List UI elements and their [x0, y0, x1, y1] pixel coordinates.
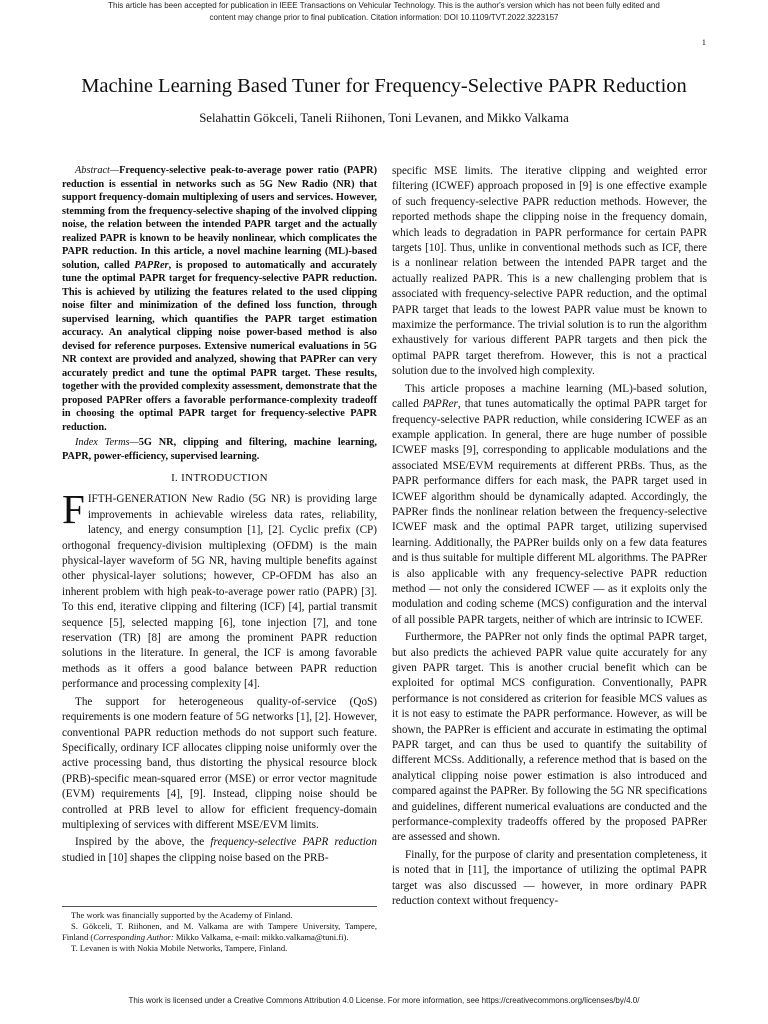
- index-terms-text: 5G NR, clipping and filtering, machine learning, PAPR, power-efficiency, supervised learning.: [62, 437, 378, 462]
- intro-paragraph-3: [62, 835, 377, 866]
- footnote-affiliation-1: [62, 921, 377, 943]
- right-paragraph-4: Finally, for the purpose of clarity and presentation completeness, it is noted that in [11], the importance of utilizing the optimal PAPR target was also discussed — however, in more ordinary PAPR reduction context without frequency-: [392, 848, 707, 908]
- license-notice: This work is licensed under a Creative Commons Attribution 4.0 License. For more information, see https://creativecommons.org/licenses/by/4.0/: [128, 996, 640, 1005]
- paper-title: Machine Learning Based Tuner for Frequency-Selective PAPR Reduction: [81, 75, 687, 97]
- index-terms-label: Index Terms—: [75, 437, 139, 448]
- intro-p3-text-b: studied in [10] shapes the clipping noise based on the PRB-: [62, 851, 329, 864]
- author-list: Selahattin Gökceli, Taneli Riihonen, Toni Levanen, and Mikko Valkama: [199, 111, 569, 125]
- footnote-aff1-text-b: Mikko Valkama, e-mail: mikko.valkama@tuni.fi).: [173, 932, 349, 942]
- intro-p3-text-a: Inspired by the above, the: [75, 836, 211, 849]
- right-p2-text-b: , that tunes automatically the optimal PAPR target for frequency-selective PAPR reduction, while considering ICWEF as an example application. In general, there are huge number of possible ICWEF masks [9], corresponding to applicable modulations and the associated MSE/EVM requirements at different PRBs. Thus, as the PAPR performance differs for each mask, the PAPR target used in ICWEF algorithm should be dynamically adapted. Accordingly, the PAPRer finds the nonlinear relation between the frequency-selective ICWEF mask and the optimal PAPR target, utilizing supervised learning. Additionally, the PAPRer builds only on a few data features and is thus suitable for multiple different ML algorithms. The PAPRer is also applicable with any frequency-selective PAPR reduction method — not only the considered ICWEF — as it exploits only the modulation and coding scheme (MCS) configuration and the interval of all possible PAPR targets, neither of which are intrinsic to ICWEF.: [392, 398, 707, 626]
- section-number: I.: [171, 472, 179, 484]
- right-p2-emphasis: PAPRer: [422, 398, 458, 411]
- abstract-papr-name: PAPRer: [134, 259, 169, 271]
- abstract-text: Frequency-selective peak-to-average power ratio (PAPR) reduction is essential in networks such as 5G New Radio (NR) that support frequency-domain multiplexing of users and services. However, stemming from the frequency-selective shaping of the involved clipping noise, the relation between the intended PAPR target and the actually realized PAPR is known to be heavily nonlinear, which complicates the PAPR reduction. In this article, a novel machine learning (ML)-based solution, called: [62, 165, 377, 271]
- footnote-funding: The work was financially supported by the Academy of Finland.: [71, 910, 293, 920]
- footnotes: [62, 906, 377, 954]
- right-paragraph-3: Furthermore, the PAPRer not only finds the optimal PAPR target, but also predicts the achieved PAPR value quite accurately for any given PAPR target. This is another crucial benefit which can be exploited for optimal MCS configuration. Conventionally, PAPR performance is not considered as criterion for feasible MCS values as it is not easy to estimate the PAPR performance. However, as will be shown, the PAPRer is efficient and accurate in estimating the optimal PAPR target, and can thus be used to quantify the suitability of different MCSs. Additionally, a reference method that is based on the analytical clipping noise power estimation is also introduced and compared against the PAPRer. By following the 5G NR specifications and guidelines, different numerical evaluations are conducted and the performance-complexity tradeoffs offered by the proposed PAPRer are assessed and shown.: [392, 631, 707, 844]
- banner-line-2: content may change prior to final publication. Citation information: DOI 10.1109/TVT.2022.3223157: [209, 12, 559, 22]
- footnote-corresponding-label: Corresponding Author:: [93, 932, 174, 942]
- intro-p3-emphasis: frequency-selective PAPR reduction: [210, 836, 377, 849]
- intro-caps: IFTH-GENERATION: [87, 493, 188, 506]
- intro-text: New Radio (5G NR) is providing large improvements in achievable wireless data rates, reliability, latency, and energy consumption [1], [2]. Cyclic prefix (CP) orthogonal frequency-division multiplexing (OFDM) is the main physical-layer waveform of 5G NR, having multiple benefits against other physical-layer solutions; however, CP-OFDM has also an inherent problem with high peak-to-average power ratio (PAPR) [3]. To this end, iterative clipping and filtering (ICF) [4], partial transmit sequence [5], selected mapping [6], tone injection [7], and tone reservation (TR) [8] are among the prominent PAPR reduction solutions in the literature. In general, the ICF is among favorable methods as it offers a good balance between PAPR reduction performance and processing complexity [4].: [62, 493, 377, 691]
- abstract: [62, 164, 377, 434]
- banner-line-1: This article has been accepted for publication in IEEE Transactions on Vehicular Technology. This is the author's version which has not been fully edited and: [108, 1, 660, 10]
- right-paragraph-1: specific MSE limits. The iterative clipping and weighted error filtering (ICWEF) approach proposed in [9] is one effective example of such frequency-selective PAPR reduction methods. However, the reported methods shape the clipping noise in the frequency domain, which leads to degradation in PAPR performance for certain PAPR targets [10]. Thus, unlike in conventional methods such as ICF, there is a nonlinear relation between the intended PAPR target and the actually realized PAPR. This is a new challenging problem that is associated with frequency-selective PAPR reduction, and the optimal PAPR target that leads to the lowest PAPR value must be known to maximize the performance. The trivial solution is to run the algorithm exhaustively for various different PAPR targets and then pick the optimal PAPR target therefrom. However, this is not a practical solution due to the involved high complexity.: [392, 165, 707, 378]
- footnote-aff1-text-a: S. Gökceli, T. Riihonen, and M. Valkama are with Tampere University, Tampere, Finland (: [62, 921, 377, 942]
- right-paragraph-2: [392, 382, 707, 629]
- index-terms: [62, 436, 377, 463]
- drop-cap: F: [62, 486, 85, 533]
- left-column: [62, 164, 377, 866]
- right-column: [392, 164, 707, 910]
- publication-banner: [0, 0, 768, 23]
- right-p2-text-a: This article proposes a machine learning (ML)-based solution, called: [392, 382, 707, 411]
- page-number: 1: [701, 37, 706, 47]
- footnote-affiliation-2: T. Levanen is with Nokia Mobile Networks, Tampere, Finland.: [71, 943, 288, 953]
- abstract-label: Abstract—: [75, 165, 120, 176]
- section-title-first: I: [181, 472, 186, 484]
- section-heading-introduction: [62, 471, 377, 486]
- intro-paragraph-1: [62, 486, 377, 692]
- section-title-rest: NTRODUCTION: [185, 472, 268, 484]
- intro-paragraph-2: The support for heterogeneous quality-of-service (QoS) requirements is one modern feature of 5G networks [1], [2]. However, conventional PAPR reduction methods do not support such feature. Specifically, ordinary ICF allocates clipping noise uniformly over the active processing band, thus distorting the physical resource block (PRB)-specific mean-squared error (MSE) or error vector magnitude (EVM) requirements [4], [9]. Instead, clipping noise should be controlled at PRB level to allow for efficient frequency-domain multiplexing of services with different MSE/EVM limits.: [62, 695, 377, 831]
- abstract-text-2: , is proposed to automatically and accurately tune the optimal PAPR target for frequency-selective PAPR reduction. This is achieved by utilizing the features related to the used clipping noise filter and minimization of the defined loss function, through supervised learning, which quantifies the PAPR target estimation accuracy. An analytical clipping noise power-based method is also devised for reference purposes. Extensive numerical evaluations in 5G NR context are provided and analyzed, showing that PAPRer can very accurately predict and tune the optimal PAPR target. These results, together with the provided complexity assessment, demonstrate that the proposed PAPRer offers a favorable performance-complexity tradeoff in choosing the optimal PAPR target for frequency-selective PAPR reduction.: [62, 259, 377, 433]
